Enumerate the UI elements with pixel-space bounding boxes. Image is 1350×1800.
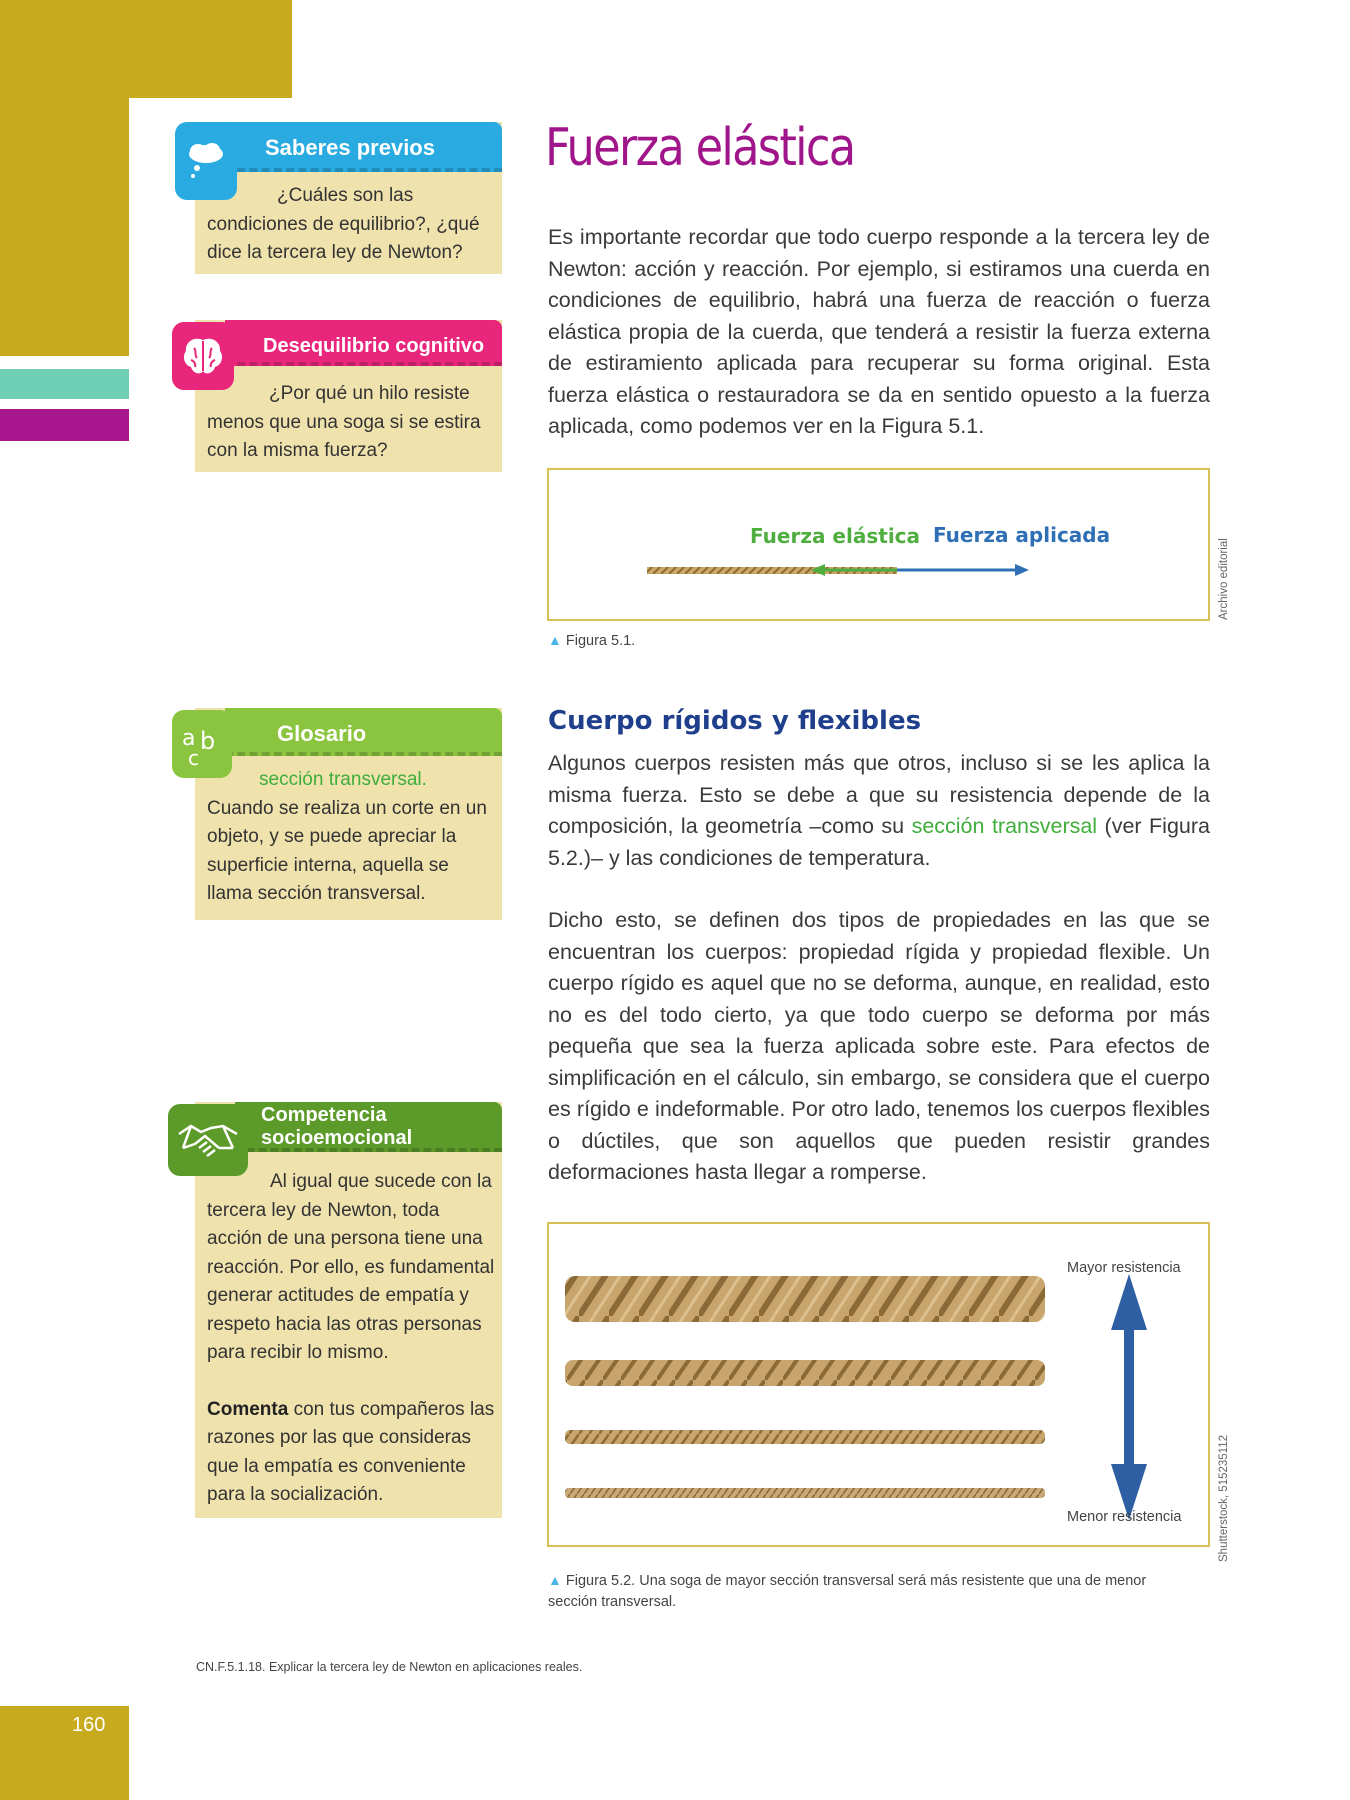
glosario-heading: Glosario [277,721,367,746]
intro-paragraph: Es importante recordar que todo cuerpo responde a la tercera ley de Newton: acción y reacción. Por ejemplo, si estiramos una cuerda en condiciones de equilibrio, habrá una fuerza de reacción o fuerza elástica propia de la cuerda, que tenderá a resistir la fuerza externa de estiramiento aplicada para recuperar su forma original. Esta fuerza elástica o restauradora se da en sentido opuesto a la fuerza aplicada, como podemos ver en la Figura 5.1. [548,225,1210,438]
competencia-text: Al igual que sucede con la tercera ley de Newton, toda acción de una persona tiene una reacción. Por ello, es fundamental generar actitudes de empatía y respeto hacia las otras personas para recibir lo mismo. [207,1171,495,1363]
applied-force-label: Fuerza aplicada [933,523,1111,547]
menor-resistencia-label: Menor resistencia [1067,1509,1182,1525]
desequilibrio-heading: Desequilibrio cognitivo [263,335,485,357]
mayor-resistencia-label: Mayor resistencia [1067,1260,1181,1276]
competencia-heading-line2: socioemocional [261,1127,413,1149]
comenta-bold: Comenta [207,1398,289,1420]
comenta-text: con tus compañeros las razones por las que consideras que la empatía es conveniente para la socialización. [207,1398,495,1505]
figure-5-1-caption-text: Figura 5.1. [565,633,636,649]
magenta-stripe [0,409,129,441]
glosario-box [195,708,502,920]
saberes-previos-header [225,122,502,172]
paragraph-1-start: Algunos cuerpos resisten más que otros, incluso si se les aplica la misma fuerza. Esto se debe a que su resistencia depende de la composición, la geometría –como su [548,751,1210,838]
svg-text:b: b [200,727,216,755]
caption-triangle-icon: ▲ [548,632,562,648]
brain-icon [172,322,234,390]
caption-triangle-icon: ▲ [548,1572,562,1588]
desequilibrio-text: ¿Por qué un hilo resiste menos que una soga si se estira con la misma fuerza? [207,383,481,461]
page-title: Fuerza elástica [545,118,855,178]
figure-5-1-caption [548,630,635,652]
saberes-previos-text: ¿Cuáles son las condiciones de equilibrio?, ¿qué dice la tercera ley de Newton? [207,185,480,263]
glosario-content [207,766,497,909]
saberes-previos-heading: Saberes previos [265,135,435,160]
curriculum-footer: CN.F.5.1.18. Explicar la tercera ley de Newton en aplicaciones reales. [196,1660,583,1674]
section-paragraph-2: Dicho esto, se definen dos tipos de propiedades en las que se encuentran los cuerpos: propiedad rígida y propiedad flexible. Un cuerpo rígido es aquel que no se deforma, aunque, en realidad, esto no es del todo cierto, ya que todo cuerpo se deforma por más pequeña que sea la fuerza aplicada sobre este. Para efectos de simplificación en el cálculo, sin embargo, se considera que el cuerpo es rígido e indeformable. Por otro lado, tenemos los cuerpos flexibles o dúctiles, que son aquellos que pueden resistir grandes deformaciones hasta llegar a romperse. [548,908,1210,1184]
gold-corner-band [0,0,292,98]
resistance-arrow-shaft [1124,1308,1134,1486]
thought-cloud-icon [175,122,237,200]
page-number-band [0,1706,129,1800]
paragraph-1-term: sección transversal [911,814,1098,838]
elastic-force-label: Fuerza elástica [750,524,921,548]
svg-text:c: c [188,746,199,769]
thick-rope [565,1276,1045,1322]
saberes-previos-box [195,122,502,274]
figure-5-2-caption-text: Figura 5.2. Una soga de mayor sección transversal será más resistente que una de menor sección transversal. [548,1573,1147,1610]
handshake-icon [168,1104,248,1176]
desequilibrio-header [225,320,502,366]
figure-5-2-caption [548,1570,1188,1613]
competencia-header [235,1102,502,1152]
paragraph-1-end: (ver Figura 5.2.)– y las condiciones de temperatura. [548,814,1210,870]
resistance-arrow-up [1111,1274,1147,1330]
competencia-comenta [207,1396,497,1510]
competencia-content [207,1168,497,1510]
glosario-definition: Cuando se realiza un corte en un objeto, y se puede apreciar la superficie interna, aquella se llama sección transversal. [207,797,487,904]
desequilibrio-box [195,320,502,472]
teal-stripe [0,369,129,399]
medium-rope [565,1360,1045,1386]
abc-letters-icon [172,710,232,778]
thin-rope [565,1430,1045,1444]
figure-5-2-credit: Shutterstock, 515235112 [1218,1434,1230,1562]
thinnest-rope [565,1488,1045,1498]
page-number: 160 [72,1714,106,1736]
figure-5-1-credit: Archivo editorial [1218,538,1230,620]
glosario-term: sección transversal. [259,769,427,790]
svg-text:a: a [182,726,196,751]
gold-side-band [0,98,129,356]
section-paragraph-1 [548,748,1210,874]
competencia-heading-line1: Competencia [261,1104,387,1126]
section-heading: Cuerpo rígidos y flexibles [548,706,922,736]
glosario-header [225,708,502,756]
